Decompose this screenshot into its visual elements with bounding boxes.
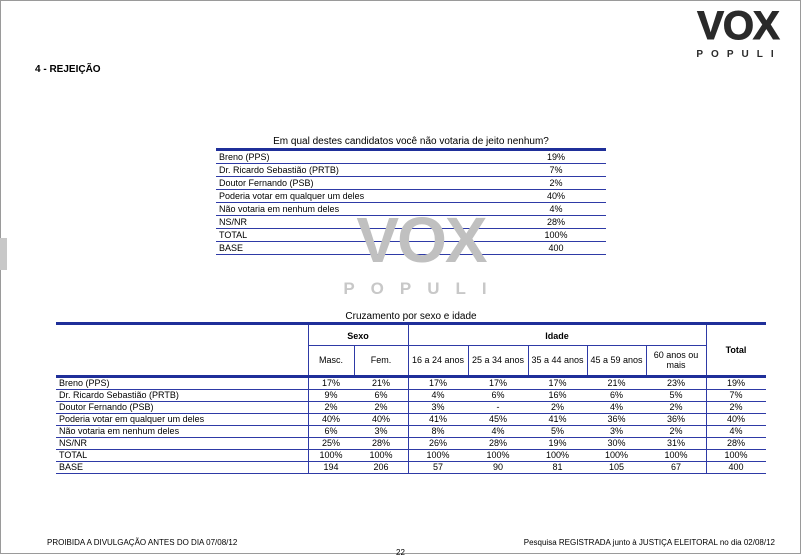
table2-row-label: Dr. Ricardo Sebastião (PRTB) <box>59 390 179 400</box>
header-vline <box>468 345 469 375</box>
table2-cell: 100% <box>426 450 450 460</box>
table1-row-label: Não votaria em nenhum deles <box>219 204 340 214</box>
footer-left: PROIBIDA A DIVULGAÇÃO ANTES DO DIA 07/08/12 <box>47 538 238 547</box>
table2-cell: 90 <box>492 462 503 472</box>
table1-row-value: 7% <box>549 165 563 175</box>
table2-cell: 40% <box>321 414 340 424</box>
table2-cell: 2% <box>669 426 683 436</box>
watermark-logo <box>338 204 504 302</box>
table2-cell: 4% <box>729 426 743 436</box>
group-header-idade: Idade <box>545 331 569 341</box>
header-vline <box>528 345 529 375</box>
table2-row-label: NS/NR <box>59 438 88 448</box>
column-header: Masc. <box>318 355 343 365</box>
table2-cell: 100% <box>724 450 748 460</box>
table2-cell: 100% <box>319 450 343 460</box>
table2-cell: 28% <box>726 438 745 448</box>
table2-row <box>56 450 766 462</box>
logo-main-text: VOX <box>697 4 779 48</box>
table1-row-value: 100% <box>544 230 568 240</box>
table2-cell: - <box>496 402 500 412</box>
table2-row <box>56 390 766 402</box>
table1-row <box>216 190 606 203</box>
table2-cell: 17% <box>428 378 447 388</box>
side-marker <box>0 238 7 270</box>
group-header-total: Total <box>725 345 747 355</box>
table1-row-value: 400 <box>548 243 564 253</box>
table2-cell: 17% <box>321 378 340 388</box>
table1-row-label: Doutor Fernando (PSB) <box>219 178 314 188</box>
table2-cell: 2% <box>729 402 743 412</box>
column-header: 35 a 44 anos <box>531 355 584 365</box>
table2-row <box>56 462 766 474</box>
table2-cell: 5% <box>550 426 564 436</box>
table2-cell: 21% <box>607 378 626 388</box>
table2-cell: 2% <box>669 402 683 412</box>
table2-row <box>56 414 766 426</box>
table2-row-label: TOTAL <box>59 450 88 460</box>
table2-cell: 9% <box>324 390 338 400</box>
table2-row <box>56 426 766 438</box>
table2-cell: 3% <box>431 402 445 412</box>
table2-row-label: BASE <box>59 462 84 472</box>
table2-row-label: Poderia votar em qualquer um deles <box>59 414 205 424</box>
table1-row-label: Breno (PPS) <box>219 152 270 162</box>
table2-cell: 4% <box>431 390 445 400</box>
table2-cell: 45% <box>488 414 507 424</box>
table2-cell: 100% <box>604 450 629 460</box>
table2-cell: 41% <box>548 414 567 424</box>
table2-cell: 5% <box>669 390 683 400</box>
table1-row-label: TOTAL <box>219 230 248 240</box>
table2-cell: 16% <box>548 390 567 400</box>
group-header-sexo: Sexo <box>347 331 369 341</box>
watermark-sub-text: POPULI <box>343 279 503 298</box>
table2-cell: 25% <box>321 438 340 448</box>
table2-cell: 81 <box>552 462 563 472</box>
section-title: 4 - REJEIÇÃO <box>35 64 101 75</box>
table2-cell: 6% <box>374 390 388 400</box>
table2-row-label: Doutor Fernando (PSB) <box>59 402 154 412</box>
table2-cell: 100% <box>486 450 510 460</box>
table2-cell: 105 <box>608 462 625 472</box>
table2-row <box>56 438 766 450</box>
table2-cell: 100% <box>545 450 570 460</box>
table2-cell: 194 <box>323 462 339 472</box>
table1-row <box>216 177 606 190</box>
table2-cell: 100% <box>369 450 393 460</box>
table2-cell: 17% <box>488 378 507 388</box>
table2-cell: 100% <box>664 450 688 460</box>
table2 <box>56 322 766 474</box>
table1-row-label: NS/NR <box>219 217 248 227</box>
table2-cell: 40% <box>726 414 745 424</box>
table2-cell: 67 <box>670 462 681 472</box>
table1-question: Em qual destes candidatos você não votaria de jeito nenhum? <box>273 136 549 147</box>
table2-cell: 23% <box>666 378 685 388</box>
table2-row <box>56 402 766 414</box>
footer-right: Pesquisa REGISTRADA junto à JUSTIÇA ELEITORAL no dia 02/08/12 <box>523 538 775 547</box>
table1-row-value: 28% <box>546 217 565 227</box>
table2-cell: 28% <box>488 438 507 448</box>
table2-cell: 26% <box>428 438 447 448</box>
table2-cell: 41% <box>428 414 447 424</box>
table2-body <box>56 378 766 474</box>
table2-cell: 206 <box>373 462 389 472</box>
table2-cell: 28% <box>371 438 390 448</box>
table1-row <box>216 151 606 164</box>
table1-row-value: 19% <box>546 152 565 162</box>
header-vline <box>706 325 707 375</box>
table2-cell: 2% <box>550 402 564 412</box>
table2-cell: 4% <box>491 426 505 436</box>
table2-cell: 36% <box>607 414 626 424</box>
column-header: 60 anos ou mais <box>653 350 699 370</box>
body-vline <box>706 378 707 474</box>
table2-cell: 31% <box>666 438 685 448</box>
watermark-main-text: VOX <box>356 204 486 276</box>
header-vline <box>587 345 588 375</box>
table2-cell: 400 <box>728 462 744 472</box>
table2-cell: 2% <box>374 402 388 412</box>
table1-row-value: 40% <box>546 191 565 201</box>
table2-cell: 7% <box>729 390 743 400</box>
table2-cell: 8% <box>431 426 445 436</box>
table1-row-label: Poderia votar em qualquer um deles <box>219 191 365 201</box>
table2-cell: 19% <box>726 378 745 388</box>
column-header: 45 a 59 anos <box>590 355 643 365</box>
table2-cell: 30% <box>607 438 626 448</box>
table2-cell: 17% <box>548 378 567 388</box>
table2-cell: 4% <box>609 402 623 412</box>
table2-header <box>56 325 766 378</box>
page-number: 22 <box>396 548 405 557</box>
column-header: Fem. <box>370 355 392 365</box>
table1-row-value: 4% <box>549 204 563 214</box>
table2-cell: 3% <box>374 426 388 436</box>
header-vline <box>646 345 647 375</box>
table2-row-label: Não votaria em nenhum deles <box>59 426 180 436</box>
header-vline <box>354 345 355 375</box>
table1-row <box>216 164 606 177</box>
body-vline <box>308 378 309 474</box>
column-header: 16 a 24 anos <box>411 355 465 365</box>
table2-row-label: Breno (PPS) <box>59 378 110 388</box>
table2-cell: 21% <box>371 378 390 388</box>
table2-cell: 6% <box>609 390 623 400</box>
table2-cell: 57 <box>432 462 443 472</box>
table2-cell: 6% <box>324 426 338 436</box>
table2-cell: 6% <box>491 390 505 400</box>
logo-sub-text: POPULI <box>696 49 782 60</box>
table2-cell: 3% <box>609 426 623 436</box>
table2-title: Cruzamento por sexo e idade <box>345 311 477 322</box>
table2-cell: 36% <box>666 414 685 424</box>
table2-cell: 19% <box>548 438 567 448</box>
table1-row-label: Dr. Ricardo Sebastião (PRTB) <box>219 165 339 175</box>
body-vline <box>408 378 409 474</box>
table1-row-label: BASE <box>219 243 244 253</box>
column-header: 25 a 34 anos <box>471 355 525 365</box>
table2-cell: 2% <box>324 402 338 412</box>
vox-populi-logo <box>683 6 793 62</box>
table1-row-value: 2% <box>549 178 563 188</box>
table2-cell: 40% <box>371 414 390 424</box>
table2-row <box>56 378 766 390</box>
